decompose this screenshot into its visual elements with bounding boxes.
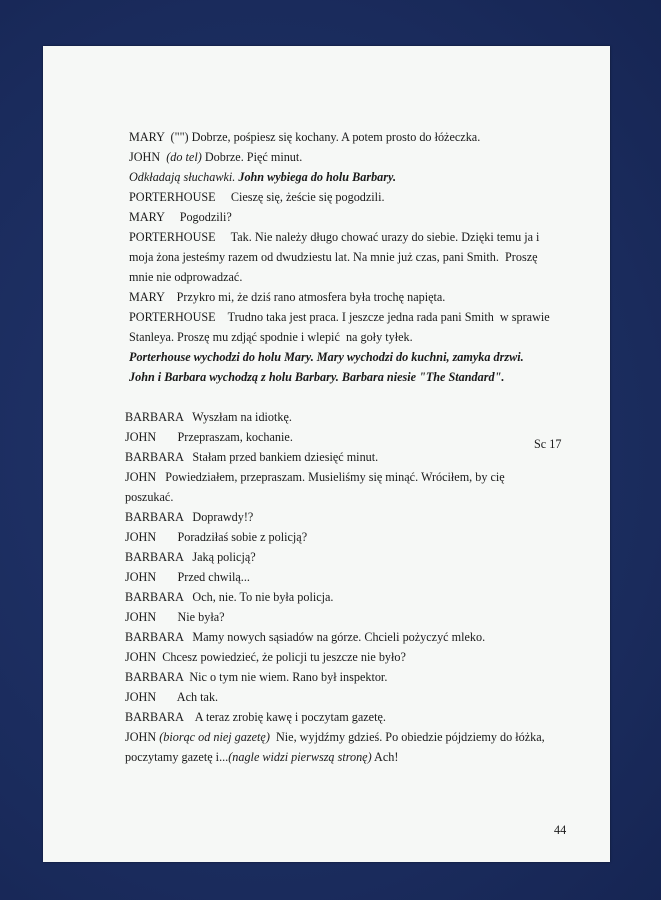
script-line bbox=[129, 210, 232, 224]
speaker-name: BARBARA bbox=[125, 670, 184, 684]
speaker-name: BARBARA bbox=[125, 410, 184, 424]
stage-direction: (do tel) bbox=[166, 150, 202, 164]
dialogue-text: Jaką policją? bbox=[183, 550, 256, 564]
dialogue-text: moja żona jesteśmy razem od dwudziestu lat. Na mnie już czas, pani Smith. Proszę bbox=[129, 250, 538, 264]
dialogue-text: Przed chwilą... bbox=[156, 570, 250, 584]
script-line bbox=[125, 650, 406, 664]
stage-direction: (nagle widzi pierwszą stronę) bbox=[228, 750, 372, 764]
speaker-name: JOHN bbox=[125, 570, 157, 584]
speaker-name: BARBARA bbox=[125, 630, 184, 644]
dialogue-text: ("") Dobrze, pośpiesz się kochany. A potem prosto do łóżeczka. bbox=[164, 130, 481, 144]
speaker-name: PORTERHOUSE bbox=[129, 230, 216, 244]
dialogue-text: poczytamy gazetę i... bbox=[125, 750, 229, 764]
speaker-name: JOHN bbox=[125, 470, 157, 484]
speaker-name: BARBARA bbox=[125, 710, 184, 724]
speaker-name: JOHN bbox=[125, 530, 157, 544]
dialogue-text: Dobrze. Pięć minut. bbox=[201, 150, 303, 164]
script-line bbox=[125, 470, 505, 484]
dialogue-text: Doprawdy!? bbox=[183, 510, 254, 524]
script-line bbox=[125, 590, 333, 604]
script-line bbox=[129, 310, 550, 324]
script-line bbox=[125, 730, 545, 744]
dialogue-text: Ach tak. bbox=[156, 690, 219, 704]
dialogue-text: mnie nie odprowadzać. bbox=[129, 270, 243, 284]
dialogue-text: Chcesz powiedzieć, że policji tu jeszcze nie było? bbox=[156, 650, 406, 664]
dialogue-text: Przykro mi, że dziś rano atmosfera była trochę napięta. bbox=[164, 290, 446, 304]
dialogue-text: Nie była? bbox=[156, 610, 225, 624]
script-line bbox=[129, 350, 524, 364]
dialogue-text: Och, nie. To nie była policja. bbox=[183, 590, 334, 604]
script-line bbox=[129, 190, 385, 204]
speaker-name: BARBARA bbox=[125, 510, 184, 524]
scene-label: Sc 17 bbox=[534, 437, 562, 451]
dialogue-text: Poradziłaś sobie z policją? bbox=[156, 530, 308, 544]
dialogue-text: Tak. Nie należy długo chować urazy do siebie. Dzięki temu ja i bbox=[215, 230, 540, 244]
stage-direction: Odkładają słuchawki. bbox=[129, 170, 239, 184]
script-line bbox=[125, 550, 256, 564]
speaker-name: JOHN bbox=[125, 430, 157, 444]
dialogue-text: Trudno taka jest praca. I jeszcze jedna rada pani Smith w sprawie bbox=[215, 310, 550, 324]
dialogue-text: Stałam przed bankiem dziesięć minut. bbox=[183, 450, 379, 464]
script-line bbox=[125, 510, 253, 524]
speaker-name: PORTERHOUSE bbox=[129, 190, 216, 204]
script-line bbox=[125, 710, 386, 724]
stage-direction: John wybiega do holu Barbary. bbox=[238, 170, 397, 184]
dialogue-text: A teraz zrobię kawę i poczytam gazetę. bbox=[183, 710, 386, 724]
script-line bbox=[125, 530, 307, 544]
speaker-name: PORTERHOUSE bbox=[129, 310, 216, 324]
stage-direction: John i Barbara wychodzą z holu Barbary. Barbara niesie "The Standard". bbox=[129, 370, 505, 384]
dialogue-text: Nie, wyjdźmy gdzieś. Po obiedzie pójdziemy do łóżka, bbox=[269, 730, 545, 744]
dialogue-text: Pogodzili? bbox=[164, 210, 232, 224]
script-line bbox=[125, 570, 250, 584]
speaker-name: MARY bbox=[129, 130, 165, 144]
dialogue-text: Mamy nowych sąsiadów na górze. Chcieli pożyczyć mleko. bbox=[183, 630, 486, 644]
speaker-name: BARBARA bbox=[125, 590, 184, 604]
script-line bbox=[129, 230, 539, 244]
speaker-name: JOHN bbox=[125, 730, 157, 744]
script-line bbox=[125, 430, 293, 444]
dialogue-text: poszukać. bbox=[125, 490, 174, 504]
script-line bbox=[125, 610, 225, 624]
script-page bbox=[43, 46, 610, 862]
dialogue-text: Powiedziałem, przepraszam. Musieliśmy się minąć. Wróciłem, by cię bbox=[156, 470, 505, 484]
script-line bbox=[129, 170, 396, 184]
dialogue-text: Cieszę się, żeście się pogodzili. bbox=[215, 190, 385, 204]
dialogue-text: Nic o tym nie wiem. Rano był inspektor. bbox=[183, 670, 388, 684]
stage-direction: Porterhouse wychodzi do holu Mary. Mary wychodzi do kuchni, zamyka drzwi. bbox=[129, 350, 524, 364]
speaker-name: BARBARA bbox=[125, 450, 184, 464]
page-number: 44 bbox=[554, 823, 567, 837]
dialogue-text: Przepraszam, kochanie. bbox=[156, 430, 293, 444]
speaker-name: JOHN bbox=[125, 610, 157, 624]
script-line bbox=[125, 630, 485, 644]
speaker-name: JOHN bbox=[129, 150, 161, 164]
script-line bbox=[129, 370, 504, 384]
script-line bbox=[125, 450, 378, 464]
script-line bbox=[125, 750, 398, 764]
speaker-name: MARY bbox=[129, 290, 165, 304]
script-line bbox=[129, 270, 242, 284]
speaker-name: BARBARA bbox=[125, 550, 184, 564]
script-line bbox=[129, 330, 413, 344]
speaker-name: MARY bbox=[129, 210, 165, 224]
script-line bbox=[129, 150, 302, 164]
dialogue-text: Stanleya. Proszę mu zdjąć spodnie i wlepić na goły tyłek. bbox=[129, 330, 413, 344]
script-line bbox=[129, 130, 480, 144]
script-line bbox=[129, 250, 538, 264]
script-line bbox=[129, 290, 445, 304]
script-line bbox=[125, 670, 387, 684]
speaker-name: JOHN bbox=[125, 690, 157, 704]
script-line bbox=[125, 690, 218, 704]
dialogue-text: Ach! bbox=[371, 750, 399, 764]
dialogue-text: Wyszłam na idiotkę. bbox=[183, 410, 292, 424]
stage-direction: (biorąc od niej gazetę) bbox=[159, 730, 270, 744]
script-line bbox=[125, 490, 173, 504]
speaker-name: JOHN bbox=[125, 650, 157, 664]
script-line bbox=[125, 410, 292, 424]
